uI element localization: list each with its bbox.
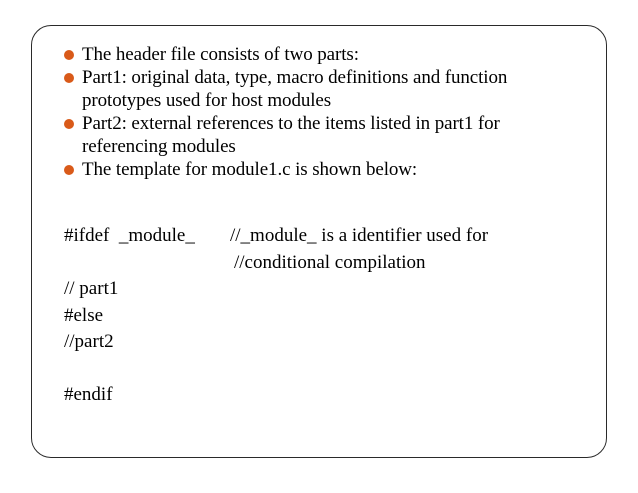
bullet-text: Part2: external references to the items listed in part1 for referencing modules [82, 113, 500, 157]
code-template [64, 223, 584, 409]
code-line-blank [64, 356, 584, 383]
bullet-text: The header file consists of two parts: [82, 44, 359, 65]
bullet-dot-icon [64, 73, 74, 83]
bullet-dot-icon [64, 165, 74, 175]
bullet-text: Part1: original data, type, macro definitions and function prototypes used for host modules [82, 67, 508, 111]
code-line-endif: #endif [64, 384, 113, 405]
bullet-list [64, 43, 584, 181]
code-line-part1: // part1 [64, 278, 119, 299]
code-line-ifdef: #ifdef _module_ [64, 225, 195, 246]
bullet-item [64, 112, 584, 158]
bullet-item [64, 158, 584, 181]
bullet-item [64, 43, 584, 66]
bullet-text: The template for module1.c is shown below: [82, 159, 418, 180]
bullet-item [64, 66, 584, 112]
code-line-part2: //part2 [64, 331, 114, 352]
code-line-else: #else [64, 304, 104, 326]
bullet-dot-icon [64, 50, 74, 60]
code-comment-identifier: //_module_ is a identifier used for [230, 225, 489, 246]
bullet-dot-icon [64, 119, 74, 129]
code-comment-conditional: //conditional compilation [234, 251, 426, 273]
